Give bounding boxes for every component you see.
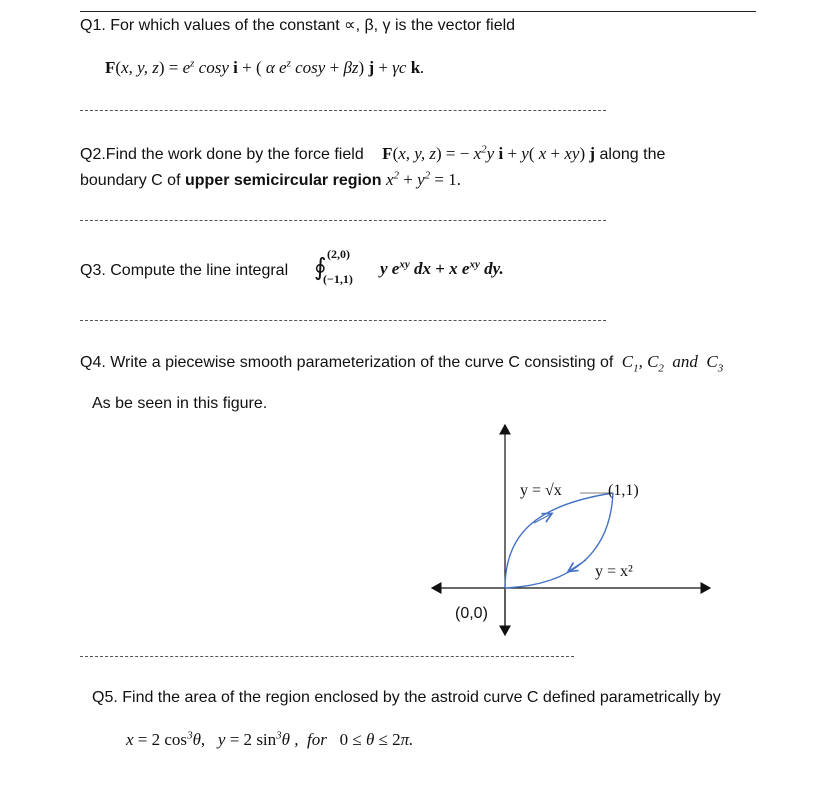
- q3-upper-limit: (2,0): [327, 247, 350, 261]
- top-rule: [80, 11, 756, 12]
- q2-text-b: along the: [599, 146, 666, 163]
- q3-integrand: y $e^{xy}$ dx + x $e^{xy}$ dy.: [380, 258, 504, 278]
- divider-3: [80, 320, 606, 321]
- label-point-top: (1,1): [608, 482, 639, 499]
- q3-text: Q3. Compute the line integral: [80, 262, 289, 279]
- q1-formula: F(x, y, $z) = e^z$ cosy i + ( α $e^z$ cosy + βz) j + γc k.: [105, 57, 425, 77]
- q5-text: Q5. Find the area of the region enclosed by the astroid curve C defined parametrically by: [92, 689, 721, 706]
- q2-line2-a: boundary C of: [80, 172, 181, 189]
- label-sqrt: y = √x: [520, 482, 562, 499]
- label-square: y = x²: [595, 563, 633, 580]
- q2-text-a: Q2.Find the work done by the force field: [80, 146, 364, 163]
- q2-region-equation: $x^2 + y^2 = 1$.: [385, 169, 461, 189]
- q2-line2: [80, 170, 461, 191]
- q4-text: Q4. Write a piecewise smooth parameterization of the curve C consisting of: [80, 354, 614, 371]
- divider-1: [80, 110, 606, 111]
- q4-curves: $C_1$, $C_2$ and $C_3$: [621, 352, 724, 375]
- q3-lower-limit: (−1,1): [323, 272, 353, 286]
- divider-2: [80, 220, 606, 221]
- q4-line2: As be seen in this figure.: [92, 395, 268, 412]
- q4-line1: [80, 352, 723, 373]
- arrow-on-square: [569, 560, 586, 571]
- q1-text: Q1. For which values of the constant ∝, β, γ is the vector field: [80, 17, 516, 34]
- label-origin: (0,0): [455, 605, 488, 622]
- contour-integral-icon: ∮: [314, 253, 327, 281]
- q2-line1: [80, 144, 665, 165]
- divider-4: [80, 656, 574, 657]
- q5-formula: x = 2 $\cos^3\theta$, y = 2 $\sin^3\theta$ , for 0 ≤ θ ≤ 2π.: [126, 729, 414, 749]
- q2-formula: F(x, y, z) = − $x^2y$ i + y( x + xy) j: [382, 143, 596, 163]
- q2-region-label: upper semicircular region: [184, 172, 382, 189]
